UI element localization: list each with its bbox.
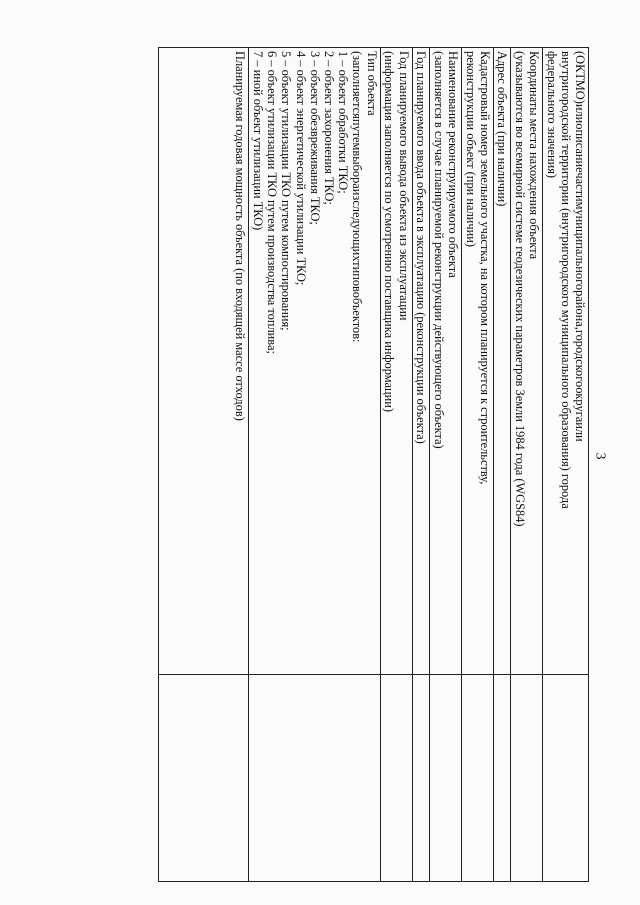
row-label-object-type (248, 48, 380, 675)
word: путем (350, 118, 365, 151)
row-line: Тип объекта (364, 51, 379, 116)
row-label-coordinates (511, 48, 543, 675)
word: (заполняется (350, 51, 365, 119)
row-value-object-type[interactable] (248, 675, 380, 882)
row-label-oktmo (543, 48, 589, 675)
row-line: федерального значения) (544, 51, 559, 179)
row-line: (информация заполняется по усмотрению поставщика информации) (382, 51, 397, 412)
table-row (543, 48, 589, 882)
table-row (511, 48, 543, 882)
row-value-cadastral[interactable] (461, 675, 493, 882)
row-line: 6 – объект утилизации ТКО путем производства топлива; (265, 51, 280, 354)
rotated-form (159, 47, 589, 867)
word: части (573, 172, 587, 202)
word: из (350, 188, 365, 201)
row-label-reconstructed-object (429, 48, 461, 675)
table-row (493, 48, 510, 882)
word: округа (573, 387, 587, 423)
word: городского (573, 329, 587, 388)
word: описание (573, 123, 587, 173)
row-line: Адрес объекта (при наличии) (495, 51, 509, 207)
row-line: 5 – объект утилизации ТКО путем компостирования; (279, 51, 294, 331)
row-line: 2 – объект захоронения ТКО; (321, 51, 336, 205)
word: типов (350, 261, 365, 292)
object-info-table (158, 47, 589, 882)
word: (ОКТМО) (573, 51, 587, 104)
row-line: (указываются во всемирной системе геодезических параметров Земли 1984 года (WGS84) (512, 51, 527, 527)
row-line (350, 51, 364, 671)
row-line: 3 – объект обезвреживания ТКО; (307, 51, 322, 225)
row-line: (заполняется в случае планируемой реконструкции действующего объекта) (431, 51, 446, 449)
row-line: Год планируемого вывода объекта из эксплуатации (396, 51, 411, 321)
row-line: Кадастровый номер земельного участка, на котором планируется к строительству, (477, 51, 492, 485)
row-label-decommissioning-year (380, 48, 412, 675)
row-value-decommissioning-year[interactable] (380, 675, 412, 882)
row-label-cadastral (461, 48, 493, 675)
row-line: Год планируемого ввода объекта в эксплуатацию (реконструкции объекта) (413, 51, 428, 444)
row-line: Координаты места нахождения объекта (527, 51, 541, 260)
row-line: Планируемая годовая мощность объекта (по входящей массе отходов) (232, 51, 247, 421)
table-row (158, 48, 248, 882)
row-value-commissioning-year[interactable] (412, 675, 429, 882)
row-line: 1 – объект обработки ТКО; (336, 51, 351, 194)
row-line (573, 51, 587, 671)
row-label-address (493, 48, 510, 675)
row-line: реконструкции объект (при наличии) (463, 51, 478, 248)
table-row (461, 48, 493, 882)
table-row (248, 48, 380, 882)
row-value-coordinates[interactable] (511, 675, 543, 882)
word: или (573, 103, 587, 124)
row-value-address[interactable] (493, 675, 510, 882)
page-number: 3 (592, 452, 608, 460)
table-row (429, 48, 461, 882)
table-row (412, 48, 429, 882)
row-line: 4 – объект энергетической утилизации ТКО; (293, 51, 308, 286)
word: объектов: (350, 291, 365, 343)
row-label-commissioning-year (412, 48, 429, 675)
row-line: внутригородской территории (внутригородского муниципального образования) города (558, 51, 573, 509)
row-value-reconstructed-object[interactable] (429, 675, 461, 882)
row-line: 7 – иной объект утилизации ТКО) (250, 51, 265, 231)
row-line: Наименование реконструируемого объекта (445, 51, 460, 278)
word: района, (573, 290, 587, 330)
row-value-annual-capacity[interactable] (158, 675, 248, 882)
word: следующих (350, 200, 365, 262)
row-value-oktmo[interactable] (543, 675, 589, 882)
word: муниципального (573, 201, 587, 291)
row-label-annual-capacity (158, 48, 248, 675)
word: или (573, 422, 587, 442)
word: выбора (350, 150, 365, 189)
table-row (380, 48, 412, 882)
